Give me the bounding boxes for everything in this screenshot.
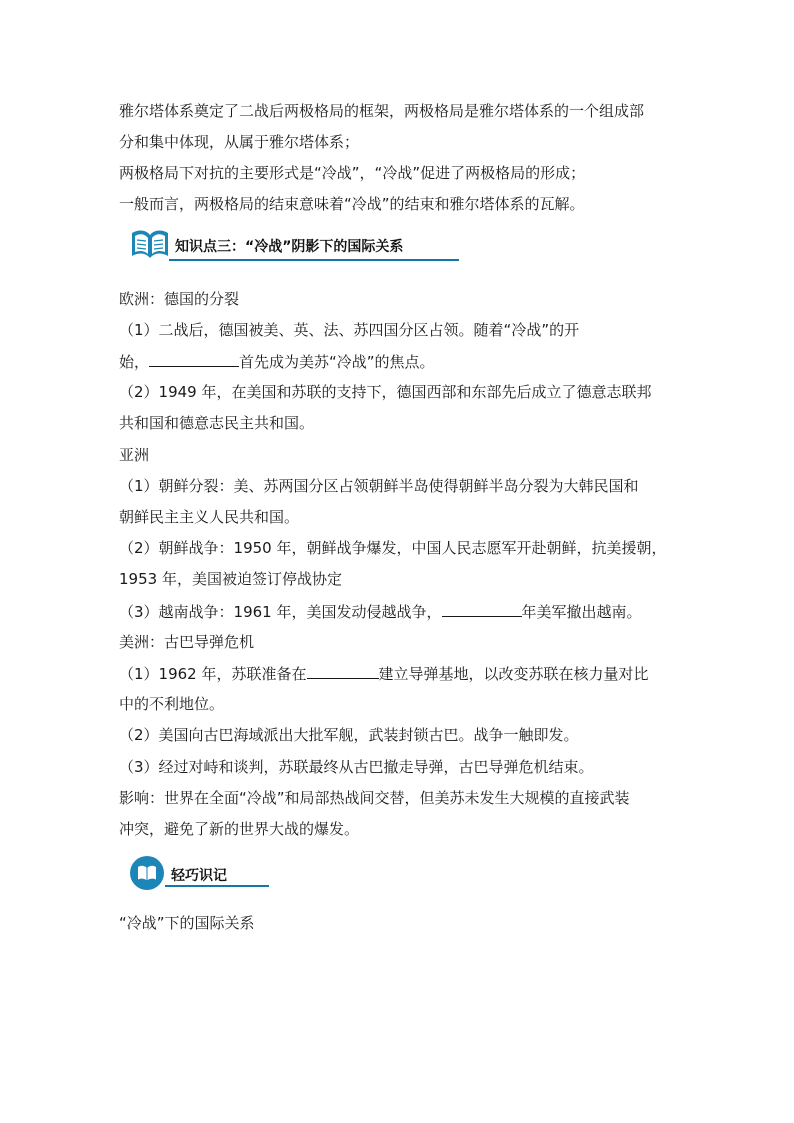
asia-p2-line2: 1953 年，美国被迫签订停战协定 bbox=[119, 570, 342, 588]
europe-p1-pre: 始， bbox=[119, 353, 150, 371]
america-title: 美洲：古巴导弹危机 bbox=[119, 633, 255, 651]
fill-in-blank-2[interactable] bbox=[442, 601, 522, 617]
fill-in-blank-1[interactable] bbox=[149, 351, 239, 367]
memory-line-1: “冷战”下的国际关系 bbox=[119, 914, 255, 932]
america-p2: （2）美国向古巴海域派出大批军舰，武装封锁古巴。战争一触即发。 bbox=[119, 726, 579, 744]
asia-p3-post: 年美军撤出越南。 bbox=[521, 603, 642, 621]
intro-line-2: 分和集中体现，从属于雅尔塔体系； bbox=[119, 133, 360, 151]
asia-title: 亚洲 bbox=[119, 446, 150, 464]
asia-p3 bbox=[119, 601, 642, 622]
europe-p1-line1: （1）二战后，德国被美、英、法、苏四国分区占领。随着“冷战”的开 bbox=[119, 321, 580, 339]
intro-line-1: 雅尔塔体系奠定了二战后两极格局的框架，两极格局是雅尔塔体系的一个组成部 bbox=[119, 102, 645, 120]
america-p1-post: 建立导弹基地，以改变苏联在核力量对比 bbox=[378, 665, 649, 683]
memory-underline bbox=[165, 885, 269, 887]
intro-line-3: 两极格局下对抗的主要形式是“冷战”，“冷战”促进了两极格局的形成； bbox=[119, 164, 586, 182]
intro-line-4: 一般而言，两极格局的结束意味着“冷战”的结束和雅尔塔体系的瓦解。 bbox=[119, 195, 585, 213]
asia-p1-line1: （1）朝鲜分裂：美、苏两国分区占领朝鲜半岛使得朝鲜半岛分裂为大韩民国和 bbox=[119, 477, 639, 495]
america-p1-line2: 中的不利地位。 bbox=[119, 695, 225, 713]
europe-p2-line1: （2）1949 年，在美国和苏联的支持下，德国西部和东部先后成立了德意志联邦 bbox=[119, 383, 652, 401]
europe-p1-line2 bbox=[119, 351, 435, 372]
america-p3: （3）经过对峙和谈判，苏联最终从古巴撤走导弹，古巴导弹危机结束。 bbox=[119, 758, 594, 776]
impact-line-1: 影响：世界在全面“冷战”和局部热战间交替，但美苏未发生大规模的直接武装 bbox=[119, 789, 630, 807]
america-p1-line1 bbox=[119, 663, 649, 684]
open-book-icon bbox=[129, 227, 171, 261]
europe-p1-post: 首先成为美苏“冷战”的焦点。 bbox=[239, 353, 435, 371]
asia-p2-line1: （2）朝鲜战争：1950 年，朝鲜战争爆发，中国人民志愿军开赴朝鲜，抗美援朝， bbox=[119, 539, 667, 557]
asia-p1-line2: 朝鲜民主主义人民共和国。 bbox=[119, 508, 300, 526]
america-p1-pre: （1）1962 年，苏联准备在 bbox=[119, 665, 307, 683]
section-title: 知识点三：“冷战”阴影下的国际关系 bbox=[175, 239, 404, 255]
europe-title: 欧洲：德国的分裂 bbox=[119, 290, 240, 308]
asia-p3-pre: （3）越南战争：1961 年，美国发动侵越战争， bbox=[119, 603, 442, 621]
book-circle-icon bbox=[129, 855, 165, 891]
fill-in-blank-3[interactable] bbox=[307, 663, 379, 679]
impact-line-2: 冲突，避免了新的世界大战的爆发。 bbox=[119, 820, 360, 838]
europe-p2-line2: 共和国和德意志民主共和国。 bbox=[119, 414, 315, 432]
section-underline bbox=[169, 259, 459, 261]
memory-title: 轻巧识记 bbox=[171, 868, 227, 884]
